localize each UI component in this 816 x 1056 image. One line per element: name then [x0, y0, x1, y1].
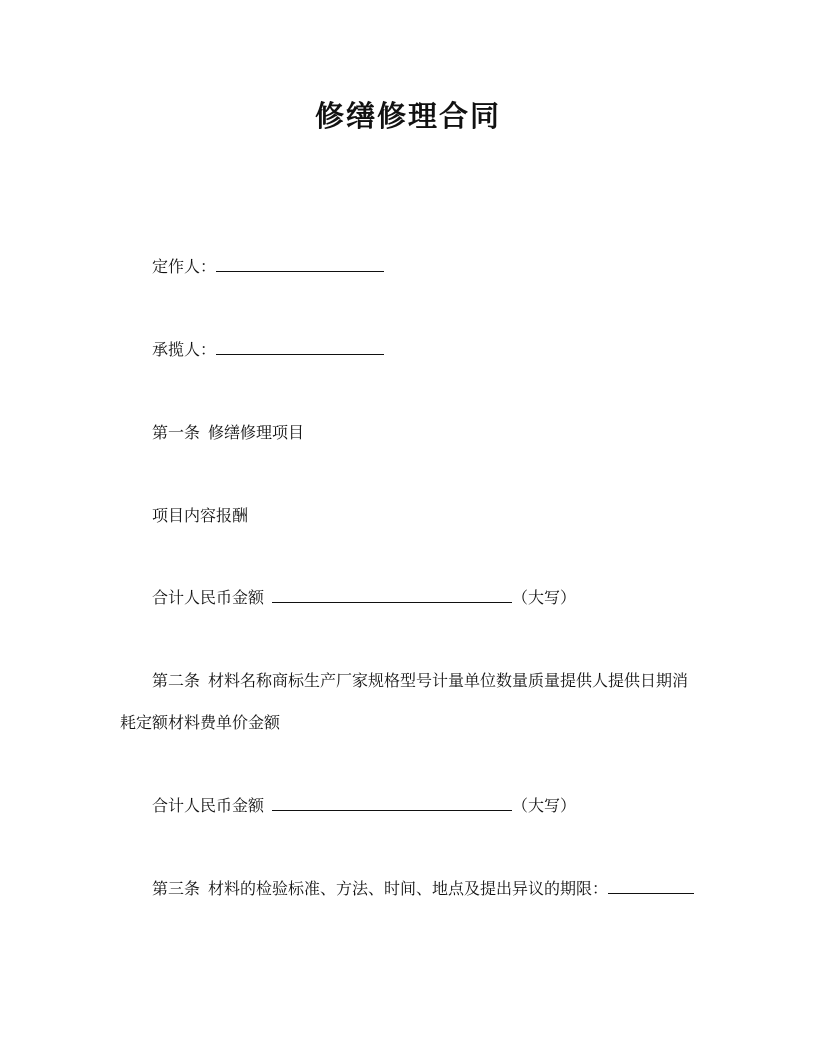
- article1-columns: 项目内容报酬: [152, 506, 249, 525]
- article1-total-suffix: （大写）: [512, 588, 577, 607]
- article3-number: 第三条: [152, 879, 201, 898]
- article2-total-blank[interactable]: [272, 794, 512, 811]
- article2-number: 第二条: [152, 671, 201, 690]
- article2-total-label: 合计人民币金额: [152, 796, 265, 815]
- article2-columns-line1: 材料名称商标生产厂家规格型号计量单位数量质量提供人提供日期消: [208, 671, 689, 690]
- orderer-blank[interactable]: [216, 255, 384, 272]
- article1-total-blank[interactable]: [272, 586, 512, 603]
- article3-blank[interactable]: [608, 877, 694, 894]
- article1-total-line: [152, 586, 576, 610]
- article1-heading-line: [152, 421, 304, 445]
- contractor-line: [152, 338, 384, 362]
- article2-columns-line2: 耗定额材料费单价金额: [120, 713, 281, 732]
- article1-total-label: 合计人民币金额: [152, 588, 265, 607]
- article2-total-suffix: （大写）: [512, 796, 577, 815]
- article1-number: 第一条: [152, 423, 201, 442]
- contractor-label: 承揽人：: [152, 340, 217, 359]
- orderer-label: 定作人：: [152, 257, 217, 276]
- document-title: 修缮修理合同: [314, 99, 501, 133]
- article2-line1: [152, 669, 688, 693]
- article2-total-line: [152, 794, 576, 818]
- orderer-line: [152, 255, 384, 279]
- contractor-blank[interactable]: [216, 338, 384, 355]
- article3-line: [152, 877, 694, 901]
- article3-text: 材料的检验标准、方法、时间、地点及提出异议的期限：: [208, 879, 609, 898]
- article1-title: 修缮修理项目: [208, 423, 305, 442]
